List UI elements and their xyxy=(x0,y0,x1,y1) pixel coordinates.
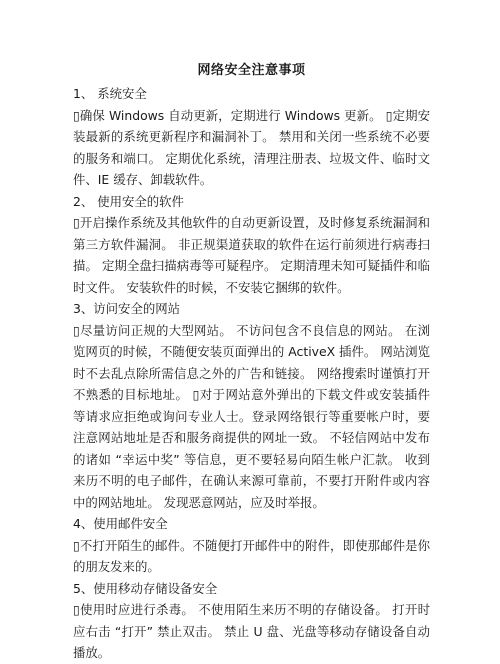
section-paragraph: ▯确保 Windows 自动更新，定期进行 Windows 更新。 ▯定期安装最新的系统更新程序和漏洞补丁。 禁用和关闭一些系统不必要的服务和端口。 定期优化系统，清理注册表、垃圾文件、临时文件、IE 缓存、卸载软件。 xyxy=(73,107,430,187)
section-email-security xyxy=(73,513,430,578)
section-safe-websites xyxy=(73,298,430,513)
section-paragraph: ▯尽量访问正规的大型网站。 不访问包含不良信息的网站。 在浏览网页的时候，不随便安装页面弹出的 ActiveX 插件。 网站浏览时不去乱点除所需信息之外的广告和链接。 网络搜索时谨慎打开不熟悉的目标地址。 ▯对于网站意外弹出的下载文件或安装插件等请求应拒绝或询问专业人士。登录网络银行等重要帐户时，要注意网站地址是否和服务商提供的网址一致。 不轻信网站中发布的诸如 “幸运中奖” 等信息，更不要轻易向陌生帐户汇款。 收到来历不明的电子邮件，在确认来源可靠前，不要打开附件或内容中的网站地址。 发现恶意网站，应及时举报。 xyxy=(73,322,430,510)
document-title: 网络安全注意事项 xyxy=(197,63,306,78)
section-system-security xyxy=(73,83,430,191)
section-paragraph: ▯不打开陌生的邮件。不随便打开邮件中的附件，即使那邮件是你的朋友发来的。 xyxy=(73,537,430,574)
section-safe-software xyxy=(73,191,430,299)
section-heading: 1、 系统安全 xyxy=(73,86,147,101)
section-heading: 5、使用移动存储设备安全 xyxy=(73,580,218,596)
section-heading: 3、访问安全的网站 xyxy=(73,301,181,316)
section-heading: 4、使用邮件安全 xyxy=(73,516,168,531)
section-storage-device-security xyxy=(73,578,430,664)
section-paragraph: ▯使用时应进行杀毒。 不使用陌生来历不明的存储设备。 打开时应右击 “打开” 禁止双击。 禁止 U 盘、光盘等移动存储设备自动播放。 xyxy=(73,602,430,660)
section-paragraph: ▯开启操作系统及其他软件的自动更新设置，及时修复系统漏洞和第三方软件漏洞。 非正规渠道获取的软件在运行前须进行病毒扫描。 定期全盘扫描病毒等可疑程序。 定期清理未知可疑插件和临时文件。 安装软件的时候，不安装它捆绑的软件。 xyxy=(73,215,430,295)
section-heading: 2、 使用安全的软件 xyxy=(73,193,184,209)
